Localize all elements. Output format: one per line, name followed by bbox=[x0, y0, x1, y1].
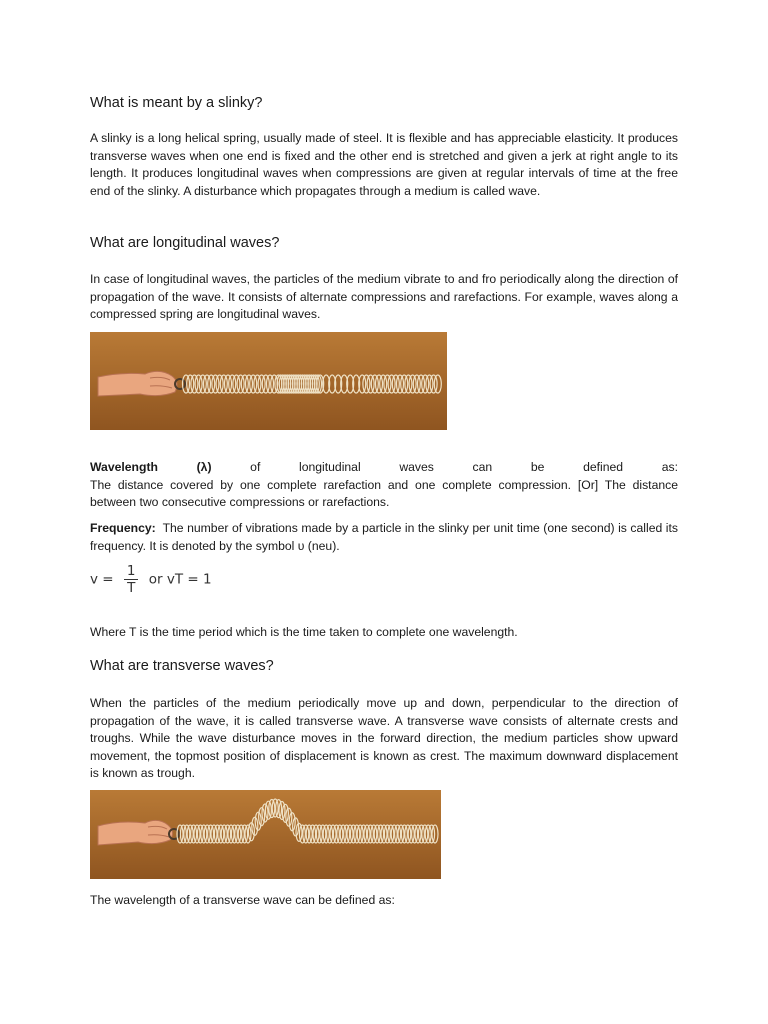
heading-transverse: What are transverse waves? bbox=[90, 658, 274, 674]
wavelength-word: defined bbox=[583, 460, 624, 474]
wavelength-word: waves bbox=[399, 460, 434, 474]
formula-fraction bbox=[124, 563, 139, 596]
wavelength-word: be bbox=[530, 460, 545, 474]
formula-rhs: or vT = 1 bbox=[148, 571, 212, 588]
heading-longitudinal: What are longitudinal waves? bbox=[90, 235, 280, 251]
frequency-formula bbox=[90, 563, 212, 596]
paragraph-slinky: A slinky is a long helical spring, usually made of steel. It is flexible and has appreciable elasticity. It produces transverse waves when one end is fixed and the other end is stretched and given a jerk at right angle to its length. It produces longitudinal waves when compressions are given at regular intervals of time at the free end of the slinky. A disturbance which propagates through a medium is called wave. bbox=[90, 131, 678, 198]
longitudinal-slinky-image bbox=[90, 332, 447, 430]
wavelength-definition: The distance covered by one complete rarefaction and one complete compression. [Or] The distance between two consecutive compressions or rarefactions. bbox=[90, 477, 678, 509]
wavelength-block bbox=[90, 459, 678, 512]
wavelength-first-line bbox=[90, 459, 678, 477]
formula-denominator: T bbox=[127, 580, 136, 596]
hand-icon bbox=[98, 371, 177, 396]
wavelength-word: longitudinal bbox=[299, 460, 361, 474]
wavelength-word: as: bbox=[661, 460, 678, 474]
wavelength-word: of bbox=[250, 460, 261, 474]
heading-slinky: What is meant by a slinky? bbox=[90, 95, 263, 111]
hand-icon bbox=[98, 820, 173, 845]
wavelength-symbol: (λ) bbox=[196, 460, 212, 474]
wavelength-term: Wavelength bbox=[90, 460, 158, 474]
wavelength-word: can bbox=[472, 460, 493, 474]
paragraph-longitudinal: In case of longitudinal waves, the particles of the medium vibrate to and fro periodically along the direction of propagation of the wave. It consists of alternate compressions and rarefactions. For example, waves along a compressed spring are longitudinal waves. bbox=[90, 272, 678, 321]
paragraph-transverse-wavelength: The wavelength of a transverse wave can be defined as: bbox=[90, 893, 395, 907]
formula-numerator: 1 bbox=[124, 563, 139, 580]
paragraph-time-period: Where T is the time period which is the time taken to complete one wavelength. bbox=[90, 625, 518, 639]
frequency-paragraph bbox=[90, 520, 678, 555]
paragraph-transverse: When the particles of the medium periodically move up and down, perpendicular to the direction of propagation of the wave, it is called transverse wave. A transverse wave consists of alternate crests and troughs. While the wave disturbance moves in the forward direction, the medium particles show upward movement, the topmost position of displacement is known as crest. The maximum downward displacement is known as trough. bbox=[90, 696, 678, 780]
transverse-slinky-image bbox=[90, 790, 441, 879]
frequency-text: The number of vibrations made by a particle in the slinky per unit time (one second) is called its frequency. It is denoted by the symbol υ (neu). bbox=[90, 521, 678, 553]
frequency-term: Frequency: bbox=[90, 521, 156, 535]
formula-lhs: v = bbox=[90, 571, 114, 588]
